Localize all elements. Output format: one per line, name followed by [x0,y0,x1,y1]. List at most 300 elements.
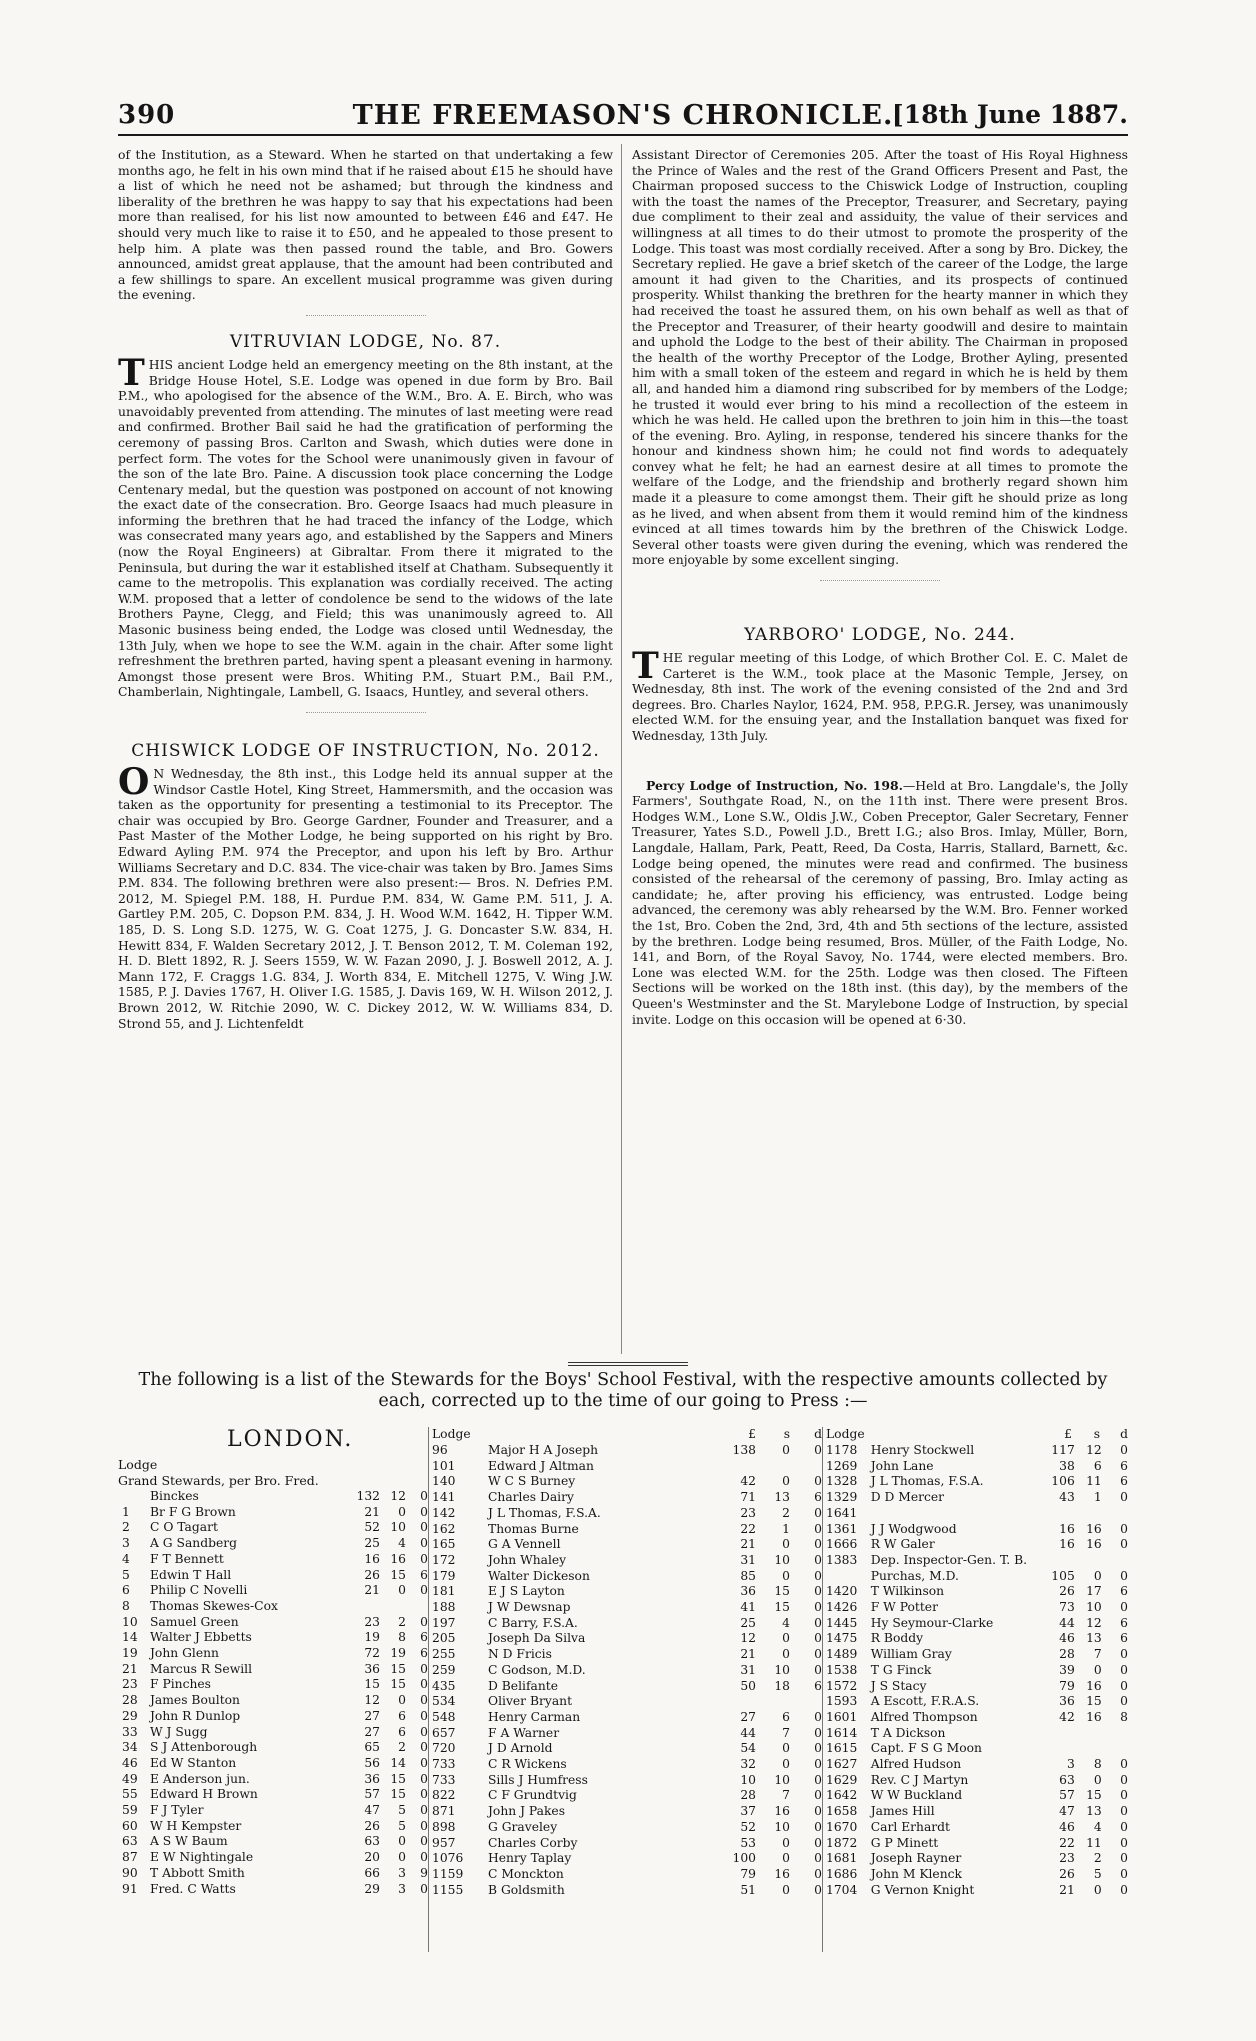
lodge-number: 5 [122,1567,130,1582]
steward-name: F W Potter [870,1600,938,1615]
lodge-number: 255 [432,1647,456,1662]
steward-name: J L Thomas, F.S.A. [870,1474,984,1489]
amount-pence: 0 [420,1677,428,1692]
steward-name: Oliver Bryant [488,1694,573,1709]
lodge-number: 822 [432,1788,456,1803]
steward-name: John M Klenck [870,1866,962,1881]
amount-pounds: 37 [740,1804,756,1819]
amount-pounds: 23 [740,1505,756,1520]
vitruvian-lodge-heading: VITRUVIAN LODGE, No. 87. [229,331,502,352]
amount-pence: 6 [420,1646,428,1661]
lodge-number: 1159 [432,1866,464,1881]
stewards-table-2-header [432,1427,822,1443]
amount-shillings: 0 [398,1834,406,1849]
steward-name: F T Bennett [150,1551,224,1566]
amount-shillings: 0 [782,1443,790,1457]
amount-shillings: 0 [782,1537,790,1552]
steward-name: Ed W Stanton [150,1755,237,1770]
amount-pence: 0 [1120,1443,1128,1457]
amount-pounds: 36 [364,1661,380,1676]
steward-name: Marcus R Sewill [150,1661,253,1676]
steward-name: C Monckton [488,1866,564,1881]
steward-name: C R Wickens [488,1757,567,1772]
amount-shillings: 10 [774,1662,790,1677]
amount-pounds: 31 [740,1552,756,1567]
amount-shillings: 15 [390,1677,406,1692]
lodge-number: 1641 [826,1505,858,1520]
amount-shillings: 10 [774,1552,790,1567]
amount-shillings: 0 [1093,1882,1102,1897]
amount-pence: 0 [814,1521,822,1536]
pence-column-header: d [814,1427,822,1441]
lodge-number: 1076 [432,1851,464,1866]
lodge-number: 4 [122,1551,130,1566]
amount-pounds: 79 [740,1866,756,1881]
steward-name: E J S Layton [488,1584,565,1599]
amount-pence [1102,1506,1128,1522]
amount-shillings: 0 [398,1504,406,1519]
steward-row [826,1867,1128,1883]
spacer [632,744,1128,778]
amount-pence [406,1599,428,1615]
amount-shillings: 16 [390,1551,406,1566]
lodge-number: 1601 [826,1709,858,1724]
steward-name: Joseph Rayner [870,1851,962,1866]
lodge-number: 1614 [826,1725,858,1740]
lodge-number: 1642 [826,1788,858,1803]
amount-shillings: 0 [782,1882,790,1897]
amount-pence: 0 [420,1489,428,1503]
amount-pounds: 51 [740,1882,756,1897]
amount-shillings: 10 [390,1520,406,1535]
steward-row [826,1804,1128,1820]
steward-row [118,1662,428,1678]
amount-shillings: 15 [390,1567,406,1582]
amount-shillings [756,1694,790,1710]
steward-name: W H Kempster [150,1818,242,1833]
amount-shillings: 4 [1093,1819,1102,1834]
amount-pence: 0 [1120,1788,1128,1803]
amount-pounds [688,1694,756,1710]
steward-name: G Graveley [488,1819,558,1834]
steward-name: Sills J Humfress [488,1772,588,1787]
lodge-number: 435 [432,1678,456,1693]
amount-shillings: 0 [1093,1662,1102,1677]
amount-pence: 6 [1120,1631,1128,1646]
name-column-header [872,1427,1022,1443]
steward-name: Alfred Hudson [870,1757,962,1772]
stewards-table-3-header [826,1427,1128,1443]
amount-shillings: 0 [398,1693,406,1708]
steward-name: S J Attenborough [150,1740,258,1755]
lodge-number: 1269 [826,1458,858,1473]
steward-row [432,1726,822,1742]
section-separator [118,303,613,331]
steward-row [826,1459,1128,1475]
amount-pence: 0 [1120,1662,1128,1677]
amount-pounds: 52 [740,1819,756,1834]
lodge-number: 49 [122,1771,138,1786]
lodge-number: 259 [432,1662,456,1677]
amount-pounds: 44 [740,1725,756,1740]
lodge-number: 140 [432,1474,456,1489]
amount-pounds: 46 [1059,1819,1075,1834]
amount-shillings: 7 [782,1725,790,1740]
amount-pence: 0 [1120,1600,1128,1615]
steward-row [118,1709,428,1725]
steward-name: John Whaley [488,1552,567,1567]
amount-pounds [1027,1741,1075,1757]
lodge-number: 1670 [826,1819,858,1834]
amount-pounds: 52 [364,1520,380,1535]
lodge-number: 172 [432,1552,456,1567]
amount-pounds: 10 [740,1772,756,1787]
amount-shillings: 10 [774,1772,790,1787]
amount-pounds: 12 [364,1693,380,1708]
amount-pounds: 100 [732,1851,756,1866]
steward-row [826,1679,1128,1695]
steward-row [432,1851,822,1867]
steward-row [432,1474,822,1490]
lodge-column-header: Lodge [432,1427,471,1441]
chiswick-lodge-text: N Wednesday, the 8th inst., this Lodge held its annual supper at the Windsor Castle Hotel, King Street, Hammersmith, and the occasion was taken as the opportunity for presenting a testimonial to its Preceptor. The chair was occupied by Bro. George Gardner, Founder and Treasurer, and a Past Master of the Mother Lodge, he being supported on his right by Bro. Edward Ayling P.M. 974 the Preceptor, and upon his left by Bro. Arthur Williams Secretary and D.C. 834. The vice-chair was taken by Bro. James Sims P.M. 834. The following brethren were also present:— Bros. N. Defries P.M. 2012, M. Spiegel P.M. 188, H. Purdue P.M. 834, W. Game P.M. 511, J. A. Gartley P.M. 205, C. Dopson P.M. 834, J. H. Wood W.M. 1642, H. Tipper W.M. 185, D. S. Long S.D. 1275, W. G. Coat 1275, J. G. Doncaster S.W. 834, H. Hewitt 834, F. Walden Secretary 2012, J. T. Benson 2012, T. M. Coleman 192, H. D. Blett 1892, R. J. Seers 1559, W. W. Fazan 2090, J. J. Boswell 2012, A. J. Mann 172, F. Craggs 1.G. 834, J. Worth 834, E. Mitchell 1275, V. Wing J.W. 1585, P. J. Davies 1767, H. Oliver I.G. 1585, J. Davis 169, W. H. Wilson 2012, J. Brown 2012, W. Ritchie 2090, W. C. Dickey 2012, W. W. Williams 834, D. Strond 55, and J. Lichtenfeldt [118,766,613,1031]
amount-pence: 0 [814,1772,822,1787]
steward-name: D D Mercer [870,1490,945,1505]
steward-row [826,1584,1128,1600]
steward-name: Charles Corby [488,1835,578,1850]
steward-row [432,1820,822,1836]
amount-pence: 0 [814,1882,822,1897]
amount-shillings: 2 [782,1505,790,1520]
steward-row [432,1679,822,1695]
lodge-number: 28 [122,1693,138,1708]
lodge-number: 101 [432,1458,456,1473]
steward-name: W C S Burney [488,1474,576,1489]
amount-shillings: 0 [782,1851,790,1866]
steward-name: E W Nightingale [150,1850,254,1865]
steward-row [826,1741,1128,1757]
amount-shillings [1075,1726,1102,1742]
lodge-number: 1627 [826,1757,858,1772]
amount-pounds: 27 [364,1724,380,1739]
lodge-number: 1681 [826,1851,858,1866]
lodge-number: 14 [122,1630,138,1645]
amount-pounds: 21 [740,1537,756,1552]
amount-pence: 0 [1120,1490,1128,1505]
steward-name: W J Sugg [150,1724,208,1739]
lodge-number: 1704 [826,1882,858,1897]
steward-row [118,1725,428,1741]
steward-row [118,1693,428,1709]
amount-pence: 0 [420,1614,428,1629]
lodge-number: 197 [432,1615,456,1630]
steward-row [432,1663,822,1679]
steward-row [826,1820,1128,1836]
steward-row [118,1505,428,1521]
steward-name: T A Dickson [870,1725,946,1740]
region-heading: LONDON. [227,1427,354,1452]
lodge-number: 142 [432,1505,456,1520]
steward-row [118,1850,428,1866]
lodge-number: 179 [432,1568,456,1583]
steward-row [826,1506,1128,1522]
steward-name: Charles Dairy [488,1490,574,1505]
amount-pence: 6 [1120,1474,1128,1489]
steward-name: T G Finck [870,1662,932,1677]
steward-name: D Belifante [488,1678,558,1693]
amount-shillings: 6 [398,1708,406,1723]
steward-row [826,1631,1128,1647]
amount-pence: 0 [1120,1647,1128,1662]
steward-name: E Anderson jun. [150,1771,250,1786]
amount-pounds: 138 [732,1443,756,1457]
steward-name: T Wilkinson [870,1584,945,1599]
amount-pence [1102,1726,1128,1742]
lodge-number: 1872 [826,1835,858,1850]
steward-row [118,1630,428,1646]
lodge-number: 165 [432,1537,456,1552]
issue-date: [18th June 1887. [891,100,1128,129]
amount-pounds [688,1459,756,1475]
amount-shillings [1075,1553,1102,1569]
page-header [118,98,1128,136]
amount-pounds: 47 [364,1803,380,1818]
chiswick-lodge-heading: CHISWICK LODGE OF INSTRUCTION, No. 2012. [131,741,600,761]
amount-pence: 0 [814,1552,822,1567]
amount-pounds: 43 [1059,1490,1075,1505]
lodge-number [826,1569,871,1585]
amount-shillings: 6 [782,1709,790,1724]
amount-pounds: 25 [364,1536,380,1551]
steward-row [432,1631,822,1647]
amount-pounds: 21 [364,1583,380,1598]
amount-pounds: 65 [364,1740,380,1755]
steward-name: C F Grundtvig [488,1788,577,1803]
percy-lodge-heading: Percy Lodge of Instruction, No. 198. [646,777,903,793]
lodge-number: 34 [122,1740,138,1755]
lodge-number: 141 [432,1490,456,1505]
percy-lodge-text: —Held at Bro. Langdale's, the Jolly Farmers', Southgate Road, N., on the 11th inst. There were present Bros. Hodges W.M., Lone S.W., Oldis J.W., Coben Preceptor, Galer Secretary, Fenner Treasurer, Yates S.D., Powell J.D., Brett I.G.; also Bros. Imlay, Müller, Born, Langdale, Hallam, Park, Peatt, Reed, Da Costa, Harris, Stallard, Barnett, &c. Lodge being opened, the minutes were read and confirmed. The business consisted of the rehearsal of the ceremony of passing, Bro. Imlay acting as candidate; he, after proving his efficiency, was entrusted. Lodge being advanced, the ceremony was ably rehearsed by the W.M. Bro. Fenner worked the 1st, Bro. Coben the 2nd, 3rd, 4th and 5th sections of the lecture, assisted by the brethren. Lodge being resumed, Bros. Müller, of the Faith Lodge, No. 141, and Born, of the Royal Savoy, No. 1744, were elected members. Bro. Lone was elected W.M. for the 25th. Lodge was then closed. The Fifteen Sections will be worked on the 18th inst. (this day), by the members of the Queen's Westminster and the St. Marylebone Lodge of Instruction, by special invite. Lodge on this occasion will be opened at 6·30. [632,777,1128,1027]
amount-pounds: 132 [356,1489,380,1503]
steward-row [826,1836,1128,1852]
amount-shillings: 16 [774,1804,790,1819]
amount-pounds: 63 [1059,1772,1075,1787]
steward-row [826,1726,1128,1742]
lodge-number: 162 [432,1521,456,1536]
steward-row [432,1506,822,1522]
amount-pence: 0 [814,1662,822,1677]
amount-pence: 0 [1120,1819,1128,1834]
amount-shillings: 6 [1093,1458,1102,1473]
lodge-number: 1 [122,1504,130,1519]
amount-shillings: 0 [782,1631,790,1646]
amount-pounds: 21 [364,1504,380,1519]
steward-row [432,1741,822,1757]
amount-pence: 0 [1120,1804,1128,1819]
amount-pounds: 117 [1051,1443,1075,1457]
amount-pounds: 57 [364,1787,380,1802]
amount-pounds [1027,1726,1075,1742]
steward-row [118,1740,428,1756]
percy-lodge-article [632,778,1128,1028]
steward-row [118,1568,428,1584]
amount-pence: 6 [814,1490,822,1505]
amount-pence [790,1694,822,1710]
amount-pence: 0 [1120,1678,1128,1693]
amount-shillings: 0 [782,1757,790,1772]
amount-pounds: 50 [740,1678,756,1693]
section-separator [118,700,613,740]
lodge-number: 1572 [826,1678,858,1693]
steward-name: W W Buckland [870,1788,963,1803]
amount-shillings: 0 [782,1568,790,1583]
amount-pounds: 26 [1059,1584,1075,1599]
amount-pence: 9 [420,1865,428,1880]
amount-pence: 0 [420,1536,428,1551]
amount-pounds: 28 [740,1788,756,1803]
amount-shillings: 16 [1086,1709,1102,1724]
steward-name: Philip C Novelli [150,1583,248,1598]
amount-pence [790,1459,822,1475]
amount-pounds: 71 [740,1490,756,1505]
lodge-number: 534 [432,1694,456,1709]
lodge-number: 19 [122,1646,138,1661]
amount-shillings: 4 [398,1536,406,1551]
amount-shillings: 11 [1086,1835,1102,1850]
stewards-table-3 [826,1443,1128,1898]
lodge-number: 1666 [826,1537,858,1552]
steward-row [118,1646,428,1662]
lodge-number [118,1489,150,1505]
amount-pence: 0 [420,1787,428,1802]
lodge-number: 23 [122,1677,138,1692]
amount-shillings: 16 [774,1866,790,1881]
amount-pence: 0 [814,1537,822,1552]
steward-name: C Barry, F.S.A. [488,1615,578,1630]
lodge-number: 1593 [826,1694,858,1709]
amount-pounds: 46 [1059,1631,1075,1646]
amount-shillings: 12 [1086,1615,1102,1630]
pounds-column-header: £ [1064,1427,1072,1441]
steward-name: Binckes [150,1489,199,1503]
drop-cap: T [632,645,659,688]
amount-pounds: 63 [364,1834,380,1849]
lodge-number: 46 [122,1755,138,1770]
steward-row [432,1490,822,1506]
amount-shillings: 2 [398,1740,406,1755]
steward-name: R Boddy [870,1631,924,1646]
lodge-number: 1538 [826,1662,858,1677]
steward-name: Henry Taplay [488,1851,572,1866]
amount-shillings: 15 [774,1584,790,1599]
amount-shillings: 15 [774,1600,790,1615]
amount-shillings: 7 [1093,1647,1102,1662]
steward-row [118,1615,428,1631]
amount-pence [1102,1741,1128,1757]
amount-pence: 0 [814,1709,822,1724]
amount-pence: 6 [1120,1584,1128,1599]
amount-shillings [1075,1506,1102,1522]
lodge-number: 733 [432,1772,456,1787]
lodge-number: 1178 [826,1443,858,1457]
amount-pounds: 23 [364,1614,380,1629]
steward-name: Henry Stockwell [870,1443,975,1457]
amount-pounds: 29 [364,1881,380,1896]
steward-row [432,1537,822,1553]
amount-pounds: 36 [740,1584,756,1599]
drop-cap: O [118,761,150,803]
amount-pence: 0 [420,1803,428,1818]
steward-name: N D Fricis [488,1647,552,1662]
steward-row [432,1522,822,1538]
page-number: 390 [118,100,176,130]
steward-row [118,1583,428,1599]
amount-pounds: 36 [1059,1694,1075,1709]
steward-row [118,1756,428,1772]
steward-name: Major H A Joseph [488,1443,599,1457]
steward-row [118,1882,428,1898]
steward-name: A S W Baum [150,1834,228,1849]
steward-row [826,1788,1128,1804]
amount-pounds: 41 [740,1600,756,1615]
amount-shillings: 10 [1086,1600,1102,1615]
amount-pounds: 20 [364,1850,380,1865]
amount-pence: 0 [814,1741,822,1756]
steward-row [432,1647,822,1663]
amount-pounds: 26 [1059,1866,1075,1881]
amount-pence: 0 [814,1631,822,1646]
amount-pence: 0 [814,1725,822,1740]
amount-pounds: 32 [740,1757,756,1772]
amount-pounds: 21 [1059,1882,1075,1897]
lodge-column-header: Lodge [118,1457,158,1472]
steward-name: A G Sandberg [150,1536,237,1551]
amount-pence: 6 [1120,1458,1128,1473]
steward-row [118,1787,428,1803]
lodge-number: 1328 [826,1474,858,1489]
pence-column-header: d [1120,1427,1128,1441]
lodge-number: 90 [122,1865,138,1880]
amount-shillings: 16 [1086,1537,1102,1552]
lodge-number: 55 [122,1787,138,1802]
steward-row [118,1599,428,1615]
steward-name: Fred. C Watts [150,1881,236,1896]
amount-pence: 0 [1120,1866,1128,1881]
steward-row [118,1803,428,1819]
amount-shillings: 13 [1086,1631,1102,1646]
steward-name: Capt. F S G Moon [870,1741,982,1756]
amount-pounds: 27 [364,1708,380,1723]
steward-name: Dep. Inspector-Gen. T. B. [870,1552,1028,1567]
steward-name: T Abbott Smith [150,1865,245,1880]
lodge-number: 1329 [826,1490,858,1505]
amount-shillings: 6 [398,1724,406,1739]
amount-shillings: 14 [390,1755,406,1770]
amount-shillings: 0 [782,1835,790,1850]
lodge-number: 1489 [826,1647,858,1662]
amount-pounds: 26 [364,1567,380,1582]
amount-pence: 0 [420,1881,428,1896]
amount-pence: 6 [420,1567,428,1582]
steward-row [432,1694,822,1710]
amount-pounds: 38 [1059,1458,1075,1473]
steward-name: J W Dewsnap [488,1600,571,1615]
amount-shillings: 13 [774,1490,790,1505]
amount-pence: 0 [1120,1835,1128,1850]
steward-name: Walter J Ebbetts [150,1630,252,1645]
lodge-number: 33 [122,1724,138,1739]
section-separator [632,568,1128,624]
